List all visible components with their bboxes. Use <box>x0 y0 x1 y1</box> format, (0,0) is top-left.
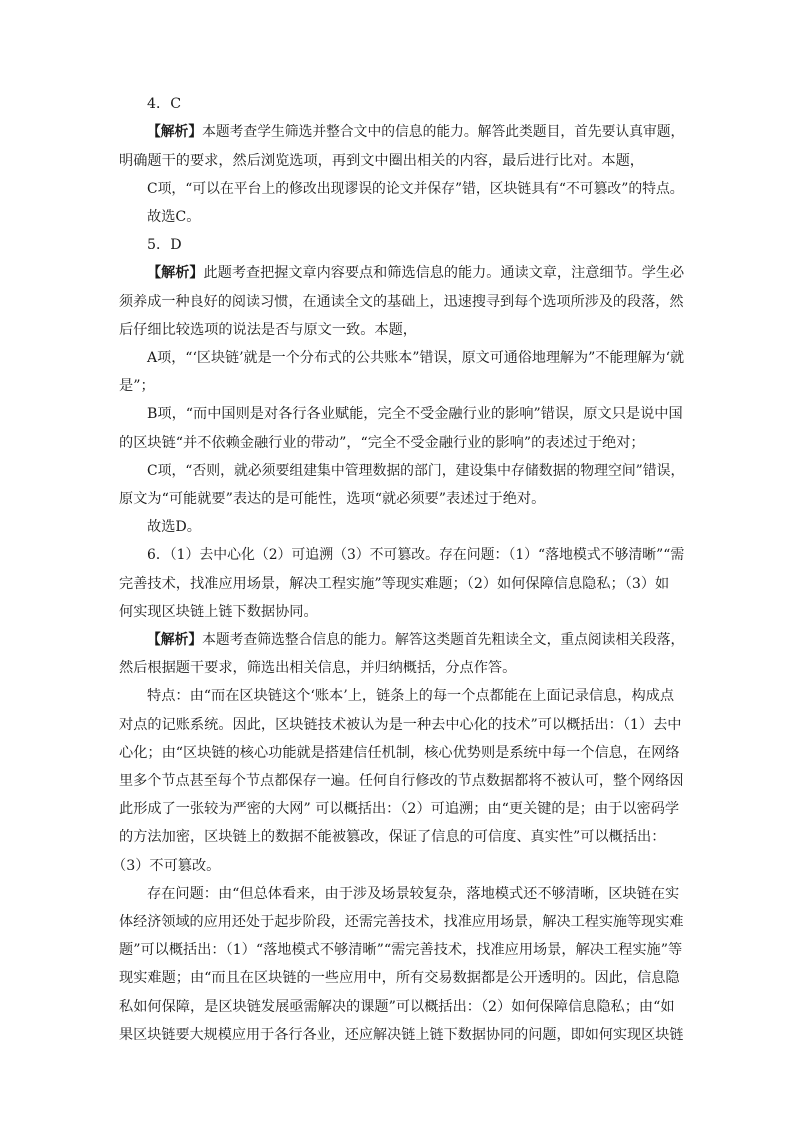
answer-5-heading: 5．D <box>147 237 182 253</box>
analysis-6-problems-1: 存在问题：由“但总体看来，由于涉及场景较复杂，落地模式还不够清晰，区块链在实 <box>147 886 680 902</box>
analysis-5-option-a-2: 是”； <box>119 378 155 394</box>
analysis-tag: 【解析】 <box>147 632 203 648</box>
analysis-6-features-6: 的方法加密，区块链上的数据不能被篡改，保证了信息的可信度、真实性”可以概括出： <box>119 829 666 845</box>
analysis-4-line-1: 【解析】本题考查学生筛选并整合文中的信息的能力。解答此类题目，首先要认真审题， <box>147 124 685 140</box>
analysis-6-features-2: 对点的记账系统。因此，区块链技术被认为是一种去中心化的技术”可以概括出：（1）去中 <box>119 717 682 733</box>
analysis-5-option-c-1: C项，“否则，就必须要组建集中管理数据的部门，建设集中存储数据的物理空间”错误， <box>147 463 685 479</box>
analysis-6-features-4: 里多个节点甚至每个节点都保存一遍。任何自行修改的节点数据都将不被认可，整个网络因 <box>119 773 684 789</box>
analysis-6-features-3: 心化；由“区块链的核心功能就是搭建信任机制，核心优势则是系统中每一个信息，在网络 <box>119 745 680 761</box>
analysis-5-option-b-2: 的区块链“并不依赖金融行业的带动”，“完全不受金融行业的影响”的表述过于绝对； <box>119 435 645 451</box>
analysis-6-features-1: 特点：由“而在区块链这个‘账本’上，链条上的每一个点都能在上面记录信息，构成点 <box>147 688 675 704</box>
analysis-5-line-2: 须养成一种良好的阅读习惯，在通读全文的基础上，迅速搜寻到每个选项所涉及的段落，然 <box>119 294 684 310</box>
analysis-6-problems-2: 体经济领域的应用还处于起步阶段，还需完善技术，找准应用场景，解决工程实施等现实难 <box>119 914 684 930</box>
analysis-4-line-2: 明确题干的要求，然后浏览选项，再到文中圈出相关的内容，最后进行比对。本题， <box>119 153 644 169</box>
answer-5-conclusion: 故选D。 <box>147 519 201 535</box>
analysis-5-option-b-1: B项，“而中国则是对各行各业赋能，完全不受金融行业的影响”错误，原文只是说中国 <box>147 406 683 422</box>
analysis-5-line-3: 后仔细比较选项的说法是否与原文一致。本题， <box>119 322 417 338</box>
analysis-tag: 【解析】 <box>147 265 204 281</box>
answer-6-line-1: 6．（1）去中心化（2）可追溯（3）不可篡改。存在问题：（1）“落地模式不够清晰”“需 <box>147 547 685 563</box>
analysis-6-problems-4: 现实难题；由“而且在区块链的一些应用中，所有交易数据都是公开透明的。因此，信息隐 <box>119 970 680 986</box>
answer-6-line-3: 何实现区块链上链下数据协同。 <box>119 604 318 620</box>
analysis-6-problems-3: 题”可以概括出：（1）“落地模式不够清晰”“需完善技术，找准应用场景，解决工程实施”等 <box>119 942 683 958</box>
analysis-5-option-c-2: 原文为“可能就要”表达的是可能性，选项“就必须要”表述过于绝对。 <box>119 491 546 507</box>
analysis-6-features-7: （3）不可篡改。 <box>112 858 221 874</box>
answer-4-conclusion: 故选C。 <box>147 209 201 225</box>
analysis-6-line-2: 然后根据题干要求，筛选出相关信息，并归纳概括，分点作答。 <box>119 660 517 676</box>
analysis-6-problems-5: 私如何保障，是区块链发展亟需解决的课题”可以概括出：（2）如何保障信息隐私；由“如 <box>119 999 675 1015</box>
answer-6-line-2: 完善技术，找准应用场景，解决工程实施”等现实难题；（2）如何保障信息隐私；（3）如 <box>119 576 670 592</box>
analysis-5-line-1: 【解析】此题考查把握文章内容要点和筛选信息的能力。通读文章，注意细节。学生必 <box>147 265 685 281</box>
analysis-6-features-5: 此形成了一张较为严密的大网” 可以概括出：（2）可追溯；由“更关键的是；由于以密码学 <box>119 801 680 817</box>
analysis-6-problems-6: 果区块链要大规模应用于各行各业，还应解决链上链下数据协同的问题，即如何实现区块链 <box>119 1027 684 1043</box>
analysis-6-line-1: 【解析】本题考查筛选整合信息的能力。解答这类题首先粗读全文，重点阅读相关段落， <box>147 632 685 648</box>
analysis-5-option-a-1: A项，“‘区块链’就是一个分布式的公共账本”错误，原文可通俗地理解为”不能理解为‘就 <box>147 350 685 366</box>
analysis-tag: 【解析】 <box>147 124 203 140</box>
analysis-4-option-c: C项，“可以在平台上的修改出现谬误的论文并保存”错，区块链具有“不可篡改”的特点。 <box>147 181 684 197</box>
answer-4-heading: 4．C <box>147 96 182 112</box>
